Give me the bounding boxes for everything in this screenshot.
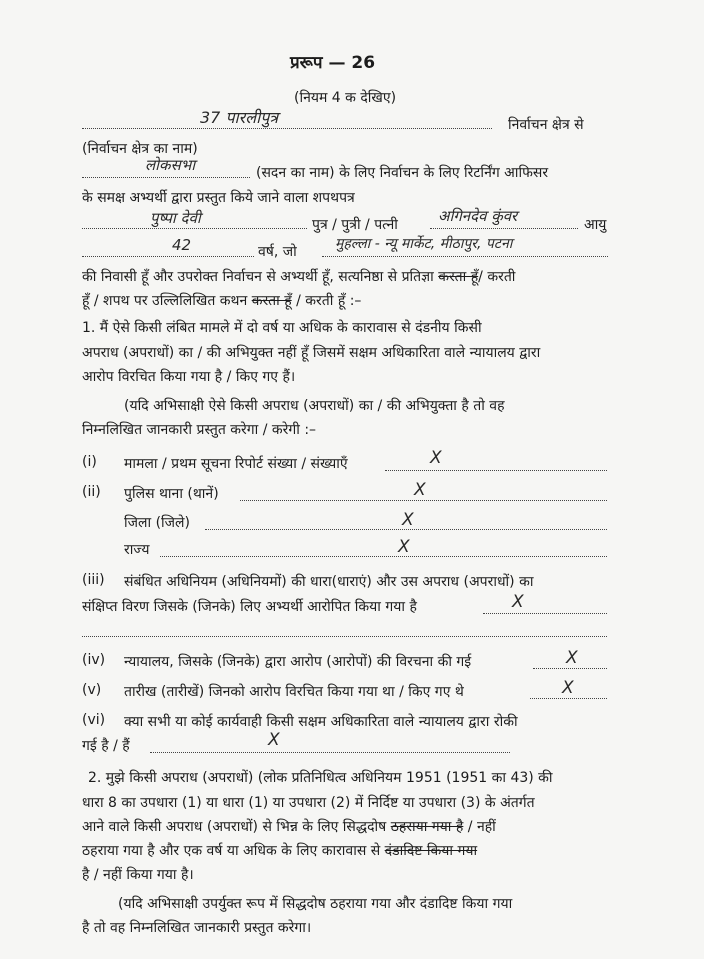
affidavit-heading: के समक्ष अभ्यर्थी द्वारा प्रस्तुत किये जाने वाला शपथपत्र (82, 190, 355, 206)
item-iv-text: न्यायालय, जिसके (जिनके) द्वारा आरोप (आरोपों) की विरचना की गई (124, 654, 472, 670)
item-v-number: (v) (82, 682, 102, 698)
item-v-dotted-line (530, 698, 607, 699)
struck-text: ठहराया गया है (390, 819, 464, 835)
house-dotted-line (82, 177, 250, 178)
item-iii-number: (iii) (82, 572, 105, 588)
constituency-handwritten: 37 पारलीपुत्र (200, 108, 279, 127)
item-iii-cross-mark: X (512, 592, 524, 612)
struck-text: करता हूँ (438, 269, 479, 285)
years-caption: वर्ष, जो (258, 244, 297, 260)
state-dotted-line (160, 556, 607, 557)
constituency-name-caption: (निर्वाचन क्षेत्र का नाम) (82, 141, 198, 157)
deponent-name-handwritten: पुष्पा देवी (150, 209, 201, 227)
item-vi-cross-mark: X (268, 730, 280, 750)
item-i-label: मामला / प्रथम सूचना रिपोर्ट संख्या / संख्याएँ (124, 456, 348, 472)
relation-name-handwritten: अगिनदेव कुंवर (438, 207, 518, 225)
item-ii-label: पुलिस थाना (थानें) (124, 486, 219, 502)
district-label: जिला (जिले) (124, 515, 191, 531)
section2-text-b: / नहीं (467, 819, 496, 835)
section2-line-1: 2. मुझे किसी अपराध (अपराधों) (लोक प्रतिनिधित्व अधिनियम 1951 (1951 का 43) की (88, 770, 553, 786)
address-handwritten: मुहल्ला - न्यू मार्केट, मीठापुर, पटना (335, 236, 513, 252)
item-i-dotted-line (385, 470, 607, 471)
district-cross-mark: X (402, 510, 414, 530)
item-iv-dotted-line (533, 668, 607, 669)
item-iii-dotted-line (483, 613, 607, 614)
item-vi-line-1: क्या सभी या कोई कार्यवाही किसी सक्षम अधिकारिता वाले न्यायालय द्वारा रोकी (124, 714, 518, 730)
item-vi-line-2: गई है / हैं (82, 738, 130, 754)
declaration-text-c: हूँ / शपथ पर उल्लिलिखित कथन (82, 293, 248, 309)
section1-line-1: 1. मैं ऐसे किसी लंबित मामले में दो वर्ष या अधिक के कारावास से दंडनीय किसी (82, 320, 482, 336)
item-i-cross-mark: X (430, 448, 442, 468)
item-v-cross-mark: X (562, 678, 574, 698)
section1-line-2: अपराध (अपराधों) का / की अभियुक्त नहीं हूँ जिसमें सक्षम अधिकारिता वाले न्यायालय द्वारा (82, 345, 541, 361)
section2-line-3 (82, 817, 496, 836)
constituency-dotted-line (82, 128, 492, 129)
section2-text-a: आने वाले किसी अपराध (अपराधों) से भिन्न के लिए सिद्धदोष (82, 819, 387, 835)
relation-caption: पुत्र / पुत्री / पत्नी (312, 217, 398, 233)
section2-line-2: धारा 8 का उपधारा (1) या धारा (1) या उपधारा (2) में निर्दिष्ट या उपधारा (3) के अंतर्गत (82, 795, 535, 811)
section2-line-4 (82, 841, 477, 860)
section2-text-c: ठहराया गया है और एक वर्ष या अधिक के लिए कारावास से (82, 843, 381, 859)
address-dotted-line (322, 256, 608, 257)
age-dotted-line (82, 256, 254, 257)
house-caption: (सदन का नाम) के लिए निर्वाचन के लिए रिटर्निंग आफिसर (256, 165, 549, 181)
item-ii-dotted-line (240, 500, 607, 501)
form-title: प्ररूप — 26 (290, 53, 376, 73)
state-cross-mark: X (398, 537, 410, 557)
declaration-text-b: / करती (478, 269, 516, 285)
item-i-number: (i) (82, 454, 97, 470)
section2-note-1: (यदि अभिसाक्षी उपर्युक्त रूप में सिद्धदोष ठहराया गया और दंडादिष्ट किया गया (118, 896, 513, 912)
section1-line-3: आरोप विरचित किया गया है / किए गए हैं। (82, 369, 296, 385)
declaration-line-1 (82, 267, 515, 286)
item-iv-number: (iv) (82, 652, 106, 668)
declaration-text-a: की निवासी हूँ और उपरोक्त निर्वाचन से अभ्यर्थी हूँ, सत्यनिष्ठा से प्रतिज्ञा (82, 269, 434, 285)
item-iii-line-2: संक्षिप्त विरण जिसके (जिनके) लिए अभ्यर्थी आरोपित किया गया है (82, 599, 417, 615)
state-label: राज्य (124, 542, 150, 558)
item-vi-dotted-line (150, 752, 510, 753)
item-vi-number: (vi) (82, 712, 106, 728)
deponent-name-dotted-line (82, 228, 307, 229)
item-ii-cross-mark: X (414, 480, 426, 500)
struck-text: दंडादिष्ट किया गया (384, 843, 478, 859)
constituency-suffix: निर्वाचन क्षेत्र से (508, 117, 584, 133)
rule-reference: (नियम 4 क देखिए) (294, 90, 397, 106)
house-handwritten: लोकसभा (145, 156, 196, 174)
item-iv-cross-mark: X (566, 648, 578, 668)
item-iii-line-1: संबंधित अधिनियम (अधिनियमों) की धारा(धाराएं) और उस अपराध (अपराधों) का (124, 574, 534, 590)
age-handwritten: 42 (172, 236, 192, 254)
item-v-text: तारीख (तारीखें) जिनको आरोप विरचित किया गया था / किए गए थे (124, 684, 464, 700)
section2-line-5: है / नहीं किया गया है। (82, 867, 194, 883)
declaration-text-d: / करती हूँ :– (296, 293, 362, 309)
item-ii-number: (ii) (82, 484, 101, 500)
declaration-line-2 (82, 291, 361, 310)
age-caption: आयु (584, 217, 607, 233)
item-iii-extra-line (82, 636, 607, 637)
struck-text: करता हूँ (251, 293, 292, 309)
relation-dotted-line (430, 228, 578, 229)
section1-note-1: (यदि अभिसाक्षी ऐसे किसी अपराध (अपराधों) का / की अभियुक्ता है तो वह (124, 398, 505, 414)
section1-note-2: निम्नलिखित जानकारी प्रस्तुत करेगा / करेगी :– (82, 422, 317, 438)
section2-note-2: है तो वह निम्नलिखित जानकारी प्रस्तुत करेगा। (82, 920, 312, 936)
